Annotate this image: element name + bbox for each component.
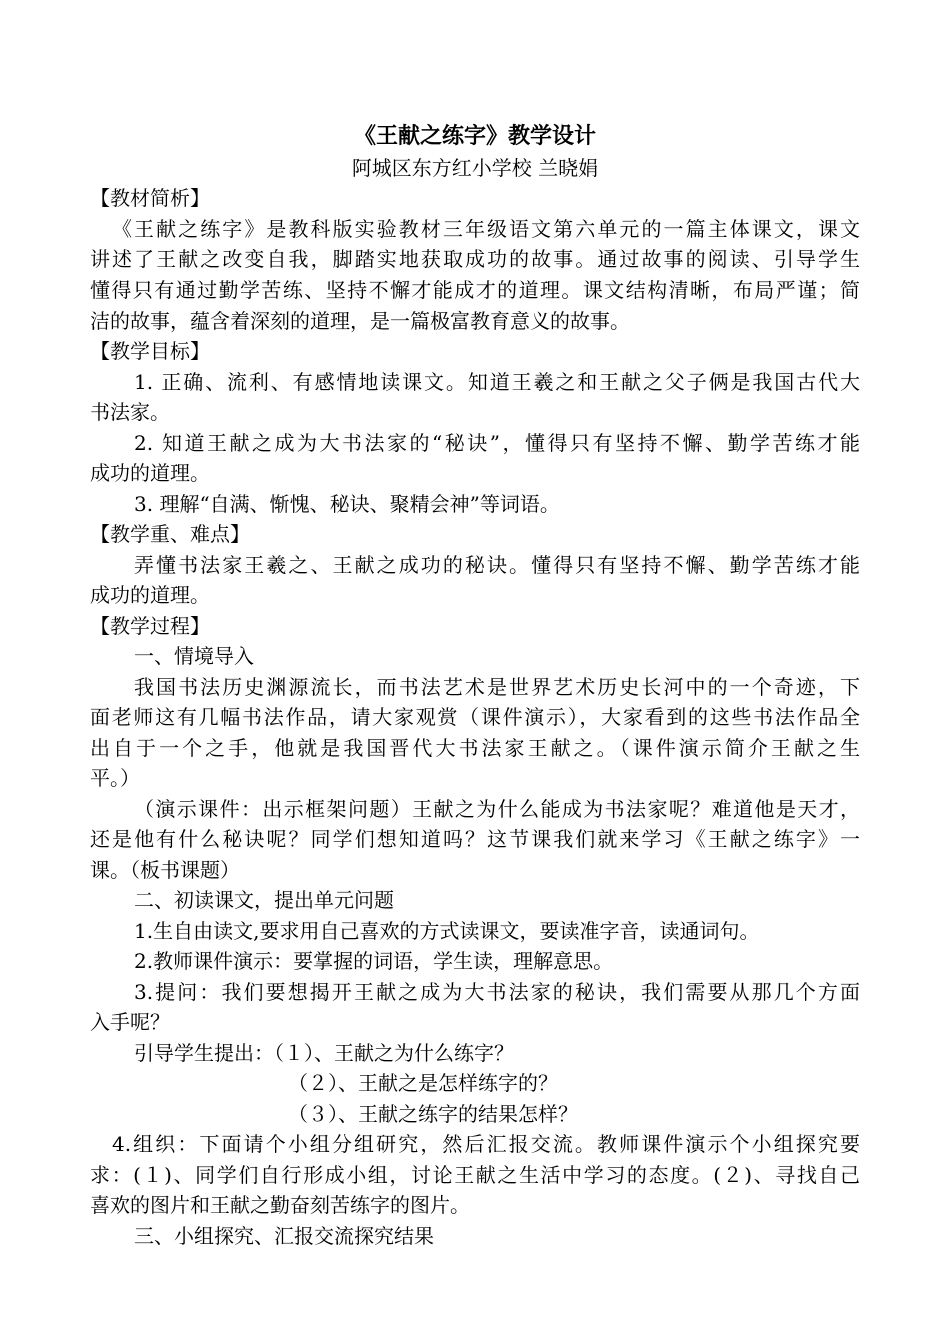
section-heading-textbook-analysis: 【教材简析】 xyxy=(90,186,210,210)
paragraph-line: 面老师这有几幅书法作品，请大家观赏（课件演示），大家看到的这些书法作品全 xyxy=(90,705,860,729)
document-author: 阿城区东方红小学校 兰晓娟 xyxy=(351,156,599,180)
subheading-line: 二、初读课文，提出单元问题 xyxy=(134,888,394,912)
paragraph-line: 平。） xyxy=(90,766,140,790)
paragraph-line: （２）、王献之是怎样练字的？ xyxy=(288,1071,558,1095)
document-title: 《王献之练字》教学设计 xyxy=(353,123,596,149)
subheading-line: 一、情境导入 xyxy=(134,644,254,668)
paragraph-line: 求：(１)、同学们自行形成小组，讨论王献之生活中学习的态度。(２)、寻找自己 xyxy=(90,1163,860,1187)
paragraph-line: 课。（板书课题） xyxy=(90,858,240,882)
section-heading-teaching-process: 【教学过程】 xyxy=(90,614,210,638)
paragraph-line: 还是他有什么秘诀呢？同学们想知道吗？这节课我们就来学习《王献之练字》一 xyxy=(90,827,860,851)
paragraph-line: 入手呢？ xyxy=(90,1010,170,1034)
paragraph-line: 1. 正确、流利、有感情地读课文。知道王羲之和王献之父子俩是我国古代大 xyxy=(134,370,860,394)
section-heading-teaching-goals: 【教学目标】 xyxy=(90,339,210,363)
paragraph-line: 出自于一个之手，他就是我国晋代大书法家王献之。（课件演示简介王献之生 xyxy=(90,736,860,760)
paragraph-line: 2.教师课件演示：要掌握的词语，学生读，理解意思。 xyxy=(134,949,614,973)
paragraph-line: 4.组织：下面请个小组分组研究，然后汇报交流。教师课件演示个小组探究要 xyxy=(112,1132,860,1156)
paragraph-line: 懂得只有通过勤学苦练、坚持不懈才能成才的道理。课文结构清晰，布局严谨；简 xyxy=(90,278,860,302)
paragraph-line: 《王献之练字》是教科版实验教材三年级语文第六单元的一篇主体课文，课文 xyxy=(112,217,860,241)
paragraph-line: 2. 知道王献之成为大书法家的“秘诀”，懂得只有坚持不懈、勤学苦练才能 xyxy=(134,431,860,455)
paragraph-line: （３）、王献之练字的结果怎样？ xyxy=(288,1102,578,1126)
paragraph-line: 3.提问：我们要想揭开王献之成为大书法家的秘诀，我们需要从那几个方面 xyxy=(134,980,860,1004)
paragraph-line: 讲述了王献之改变自我，脚踏实地获取成功的故事。通过故事的阅读、引导学生 xyxy=(90,247,860,271)
paragraph-line: 喜欢的图片和王献之勤奋刻苦练字的图片。 xyxy=(90,1193,470,1217)
paragraph-line: 洁的故事，蕴含着深刻的道理，是一篇极富教育意义的故事。 xyxy=(90,309,630,333)
paragraph-line: 我国书法历史渊源流长，而书法艺术是世界艺术历史长河中的一个奇迹，下 xyxy=(134,675,860,699)
paragraph-line: 成功的道理。 xyxy=(90,461,210,485)
paragraph-line: 3. 理解“自满、惭愧、秘诀、聚精会神”等词语。 xyxy=(134,492,560,516)
paragraph-line: 成功的道理。 xyxy=(90,583,210,607)
paragraph-line: 引导学生提出：（１）、王献之为什么练字？ xyxy=(134,1041,514,1065)
paragraph-line: 1.生自由读文,要求用自己喜欢的方式读课文，要读准字音，读通词句。 xyxy=(134,919,760,943)
paragraph-line: （演示课件：出示框架问题）王献之为什么能成为书法家呢？难道他是天才， xyxy=(134,797,860,821)
section-heading-key-points: 【教学重、难点】 xyxy=(90,522,250,546)
paragraph-line: 弄懂书法家王羲之、王献之成功的秘诀。懂得只有坚持不懈、勤学苦练才能 xyxy=(134,553,860,577)
paragraph-line: 书法家。 xyxy=(90,400,170,424)
subheading-line: 三、小组探究、汇报交流探究结果 xyxy=(134,1224,434,1248)
